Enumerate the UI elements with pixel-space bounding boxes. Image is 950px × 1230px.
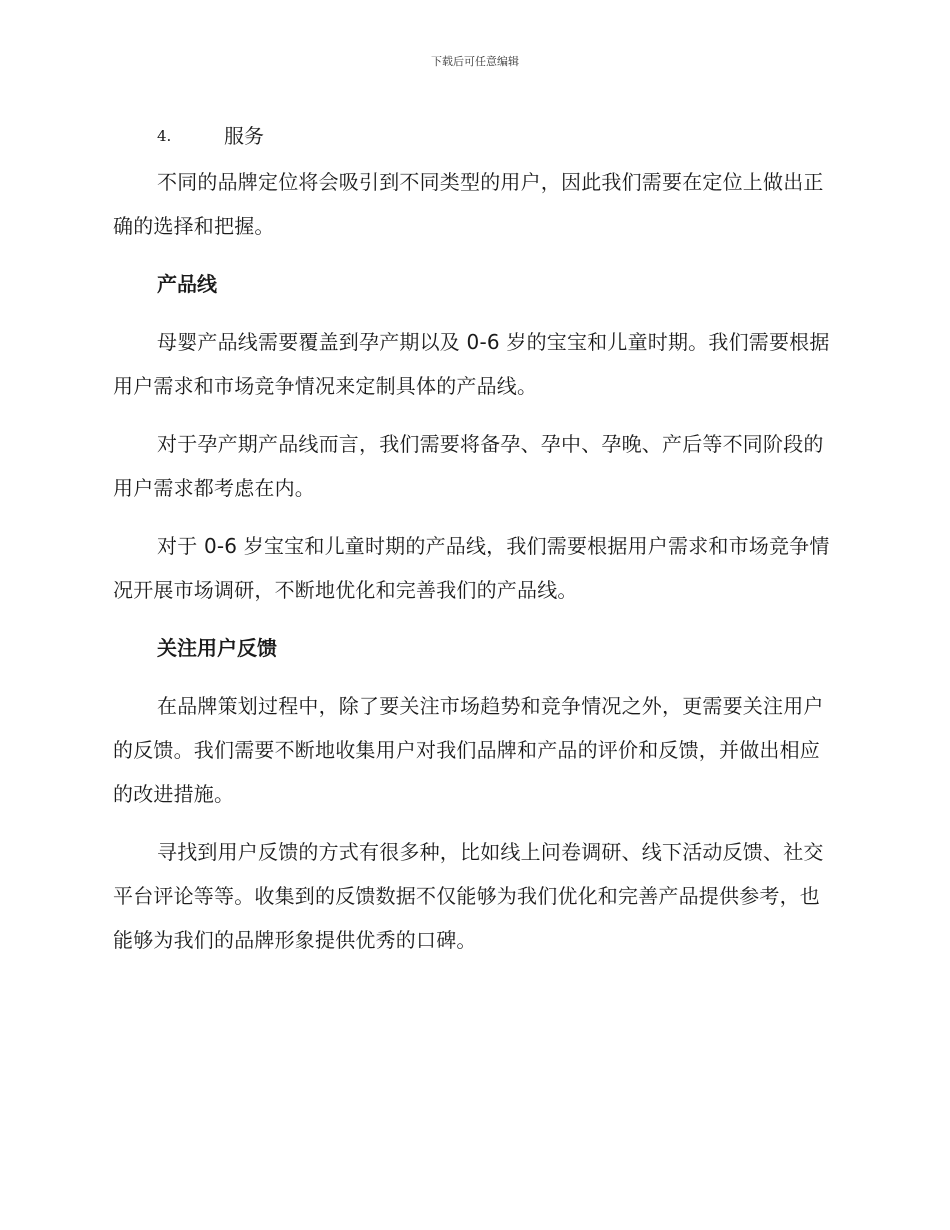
section-number: 4.	[157, 127, 172, 145]
heading-product-line: 产品线	[157, 272, 217, 296]
paragraph-product-line-coverage: 母婴产品线需要覆盖到孕产期以及 0-6 岁的宝宝和儿童时期。我们需要根据用户需求和市场竞争情况来定制具体的产品线。	[113, 330, 830, 398]
page-header: 下载后可任意编辑	[431, 55, 519, 68]
paragraph-child-line: 对于 0-6 岁宝宝和儿童时期的产品线，我们需要根据用户需求和市场竞争情况开展市场调研，不断地优化和完善我们的产品线。	[113, 534, 830, 602]
section-heading	[113, 112, 835, 160]
paragraph-feedback-methods: 寻找到用户反馈的方式有很多种，比如线上问卷调研、线下活动反馈、社交平台评论等等。收集到的反馈数据不仅能够为我们优化和完善产品提供参考，也能够为我们的品牌形象提供优秀的口碑。	[113, 840, 824, 952]
paragraph-feedback-importance: 在品牌策划过程中，除了要关注市场趋势和竞争情况之外，更需要关注用户的反馈。我们需要不断地收集用户对我们品牌和产品的评价和反馈，并做出相应的改进措施。	[113, 694, 824, 806]
paragraph-positioning: 不同的品牌定位将会吸引到不同类型的用户，因此我们需要在定位上做出正确的选择和把握。	[113, 170, 824, 238]
section-title: 服务	[224, 124, 264, 148]
heading-user-feedback: 关注用户反馈	[157, 636, 277, 660]
document-body	[113, 112, 835, 976]
paragraph-pregnancy-line: 对于孕产期产品线而言，我们需要将备孕、孕中、孕晚、产后等不同阶段的用户需求都考虑在内。	[113, 432, 824, 500]
